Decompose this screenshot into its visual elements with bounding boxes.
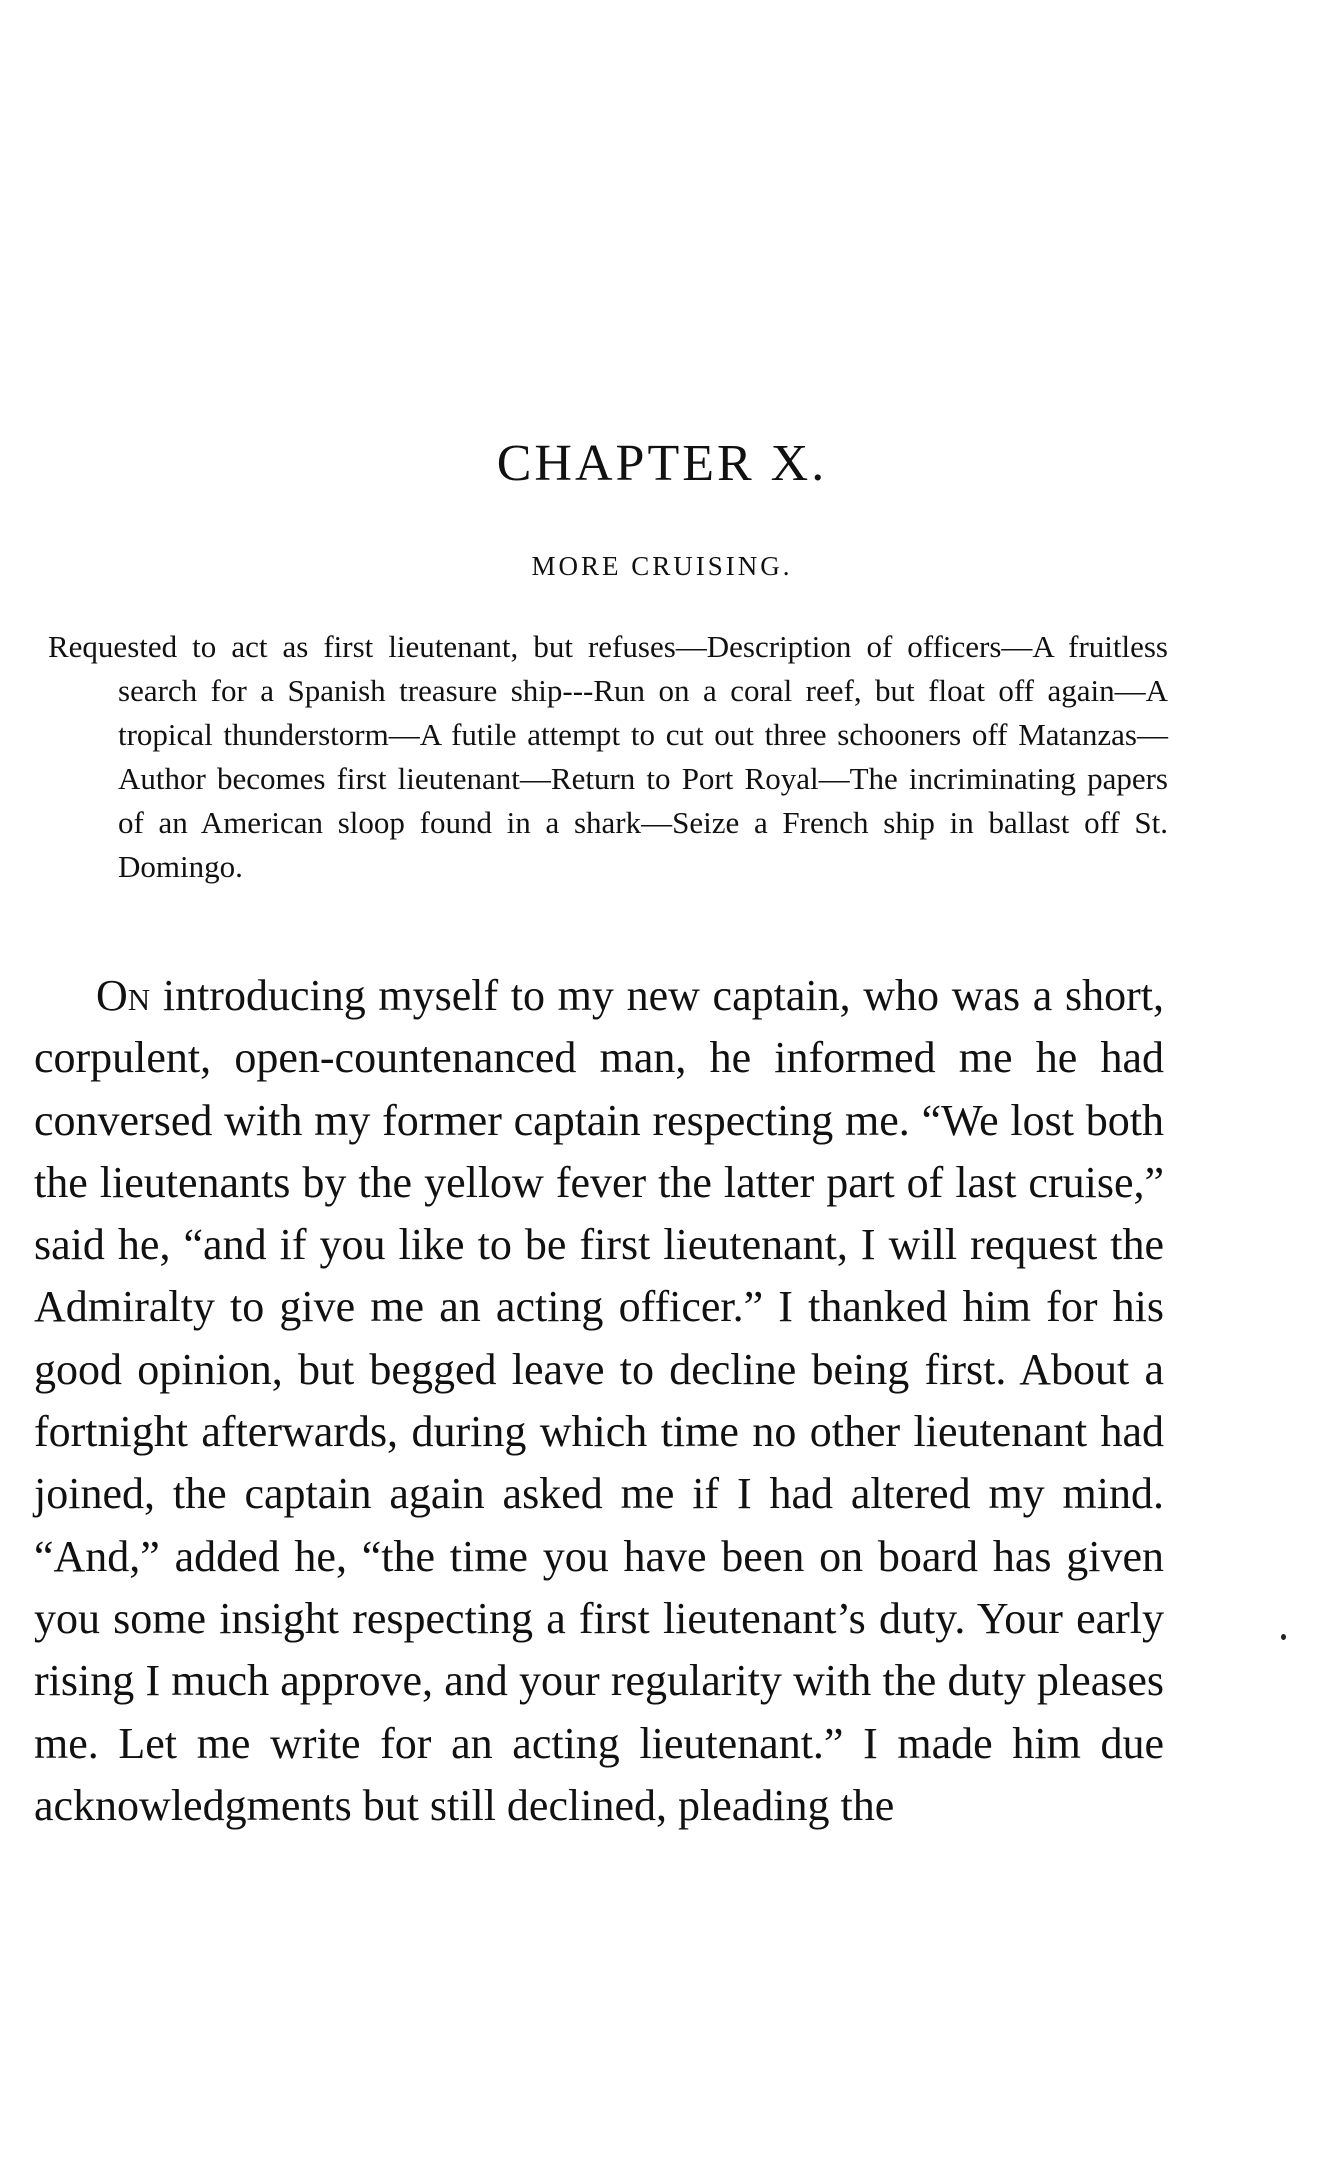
body-paragraph [34,965,1164,1837]
ink-speck [1281,1634,1286,1640]
chapter-title: CHAPTER X. [496,435,828,492]
chapter-synopsis: Requested to act as first lieutenant, but refuses—Description of officers—A fruitless search for a Spanish treasure ship---Run on a coral reef, but float off again—A tropical thunderstorm—A futile attempt to cut out three schooners off Matanzas—Author becomes first lieutenant—Return to Port Royal—The incriminating papers of an American sloop found in a shark—Seize a French ship in ballast off St. Domingo. [48,629,1168,884]
opening-word: On [96,971,151,1020]
body-paragraph-text: introducing myself to my new captain, who was a short, corpulent, open-countenanced man, he informed me he had conversed with my former captain respecting me. “We lost both the lieutenants by the yellow fever the latter part of last cruise,” said he, “and if you like to be first lieutenant, I will request the Admiralty to give me an acting officer.” I thanked him for his good opinion, but begged leave to decline being first. About a fortnight afterwards, during which time no other lieutenant had joined, the captain again asked me if I had altered my mind. “And,” added he, “the time you have been on board has given you some insight respecting a first lieutenant’s duty. Your early rising I much approve, and your regularity with the duty pleases me. Let me write for an acting lieutenant.” I made him due acknowledgments but still declined, pleading the [34,971,1164,1830]
chapter-subtitle: MORE CRUISING. [531,551,793,581]
